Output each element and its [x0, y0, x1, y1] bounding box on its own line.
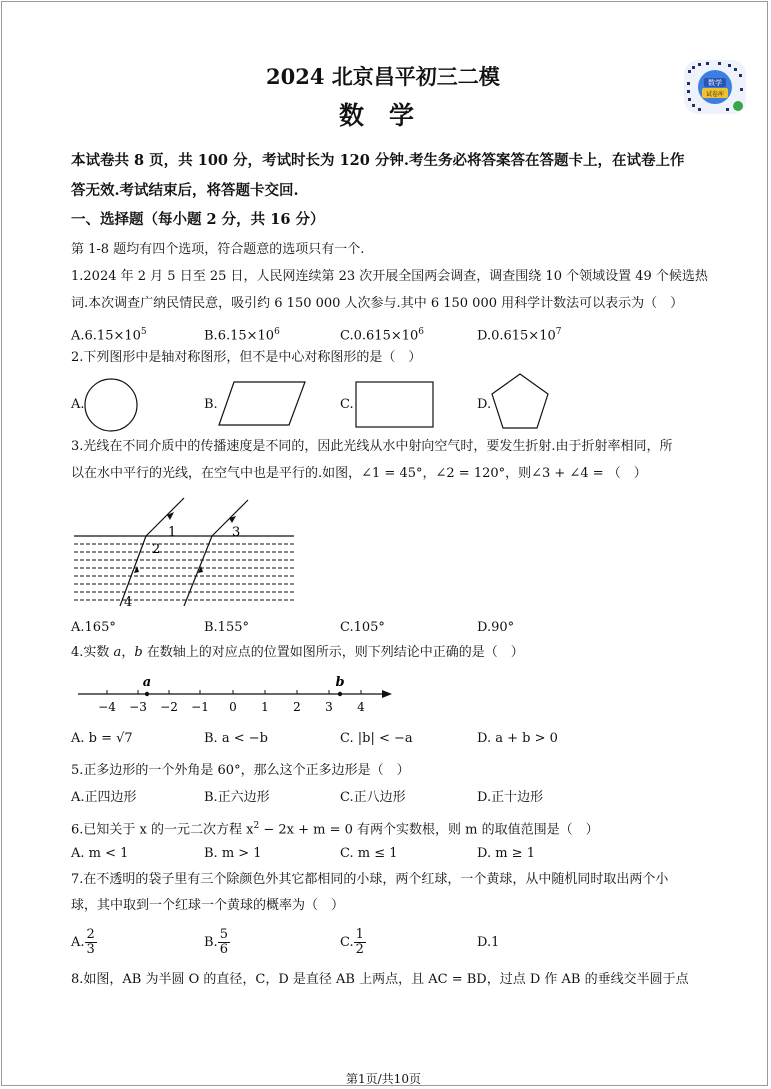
- point-a-label: a: [142, 675, 152, 690]
- q7-line-1: 7.在不透明的袋子里有三个除颜色外其它都相同的小球，两个红球，一个黄球，从中随机同时取出两个小: [71, 872, 669, 887]
- tick-1: 1: [261, 700, 269, 714]
- refraction-figure: [72, 496, 298, 612]
- parallelogram-shape: [218, 380, 308, 428]
- q2-label-a[interactable]: A.: [71, 397, 85, 412]
- page-footer: 第1页/共10页: [346, 1072, 421, 1086]
- q5-text: 5.正多边形的一个外角是 60°，那么这个正多边形是（ ）: [71, 763, 410, 778]
- angle-label-2: 2: [152, 542, 161, 557]
- tick-2: 2: [293, 700, 301, 714]
- q3-line-2: 以在水中平行的光线，在空气中也是平行的.如图，∠1 = 45°，∠2 = 120°，则∠3 + ∠4 = （ ）: [71, 466, 647, 481]
- angle-label-1: 1: [168, 525, 177, 540]
- tick-3: 3: [325, 700, 333, 714]
- q2-label-c[interactable]: C.: [340, 397, 354, 412]
- q6-option-d[interactable]: D. m ≥ 1: [477, 846, 535, 861]
- q7-option-a[interactable]: A. $\frac{2}{3}$: [71, 927, 95, 957]
- q6-option-b[interactable]: B. m > 1: [204, 846, 262, 861]
- point-b: [338, 692, 342, 696]
- q7-option-c[interactable]: C. $\frac{1}{2}$: [340, 927, 364, 957]
- q2-text: 2.下列图形中是轴对称图形，但不是中心对称图形的是（ ）: [71, 350, 422, 365]
- q1-option-b[interactable]: $B.6.15\times 10^6$: [204, 327, 280, 344]
- intro-line-1: 本试卷共 8 页，共 100 分，考试时长为 120 分钟.考生务必将答案答在答题卡上，在试卷上作: [71, 152, 685, 169]
- tick-neg4: −4: [98, 700, 116, 714]
- q2-label-d[interactable]: D.: [477, 397, 492, 412]
- q7-option-b[interactable]: B. $\frac{5}{6}$: [204, 927, 228, 957]
- subject-title: 数 学: [339, 101, 415, 130]
- q4-text: 4.实数 a，b 在数轴上的对应点的位置如图所示，则下列结论中正确的是（ ）: [71, 645, 524, 660]
- tick-neg1: −1: [191, 700, 209, 714]
- q7-line-2: 球，其中取到一个红球一个黄球的概率为（ ）: [71, 898, 345, 913]
- section-note: 第 1-8 题均有四个选项，符合题意的选项只有一个.: [71, 242, 365, 257]
- circle-shape: [83, 378, 141, 432]
- q5-option-d[interactable]: D.正十边形: [477, 790, 544, 805]
- tick-0: 0: [229, 700, 237, 714]
- intro-line-2: 答无效.考试结束后，将答题卡交回.: [71, 182, 299, 199]
- q5-option-a[interactable]: A.正四边形: [71, 790, 137, 805]
- point-b-label: b: [335, 675, 345, 690]
- q1-option-a[interactable]: $A.6.15\times 10^5$: [71, 327, 147, 344]
- q3-line-1: 3.光线在不同介质中的传播速度是不同的，因此光线从水中射向空气时，要发生折射.由于折射率相同，所: [71, 439, 673, 454]
- q4-option-a[interactable]: A. b = √7: [71, 731, 133, 746]
- q3-option-b[interactable]: B.155°: [204, 620, 249, 635]
- q5-option-c[interactable]: C.正八边形: [340, 790, 406, 805]
- q7-option-d[interactable]: D.1: [477, 935, 500, 950]
- logo-text-1: 数学: [708, 79, 722, 87]
- tick-4: 4: [357, 700, 365, 714]
- q5-option-b[interactable]: B.正六边形: [204, 790, 270, 805]
- q8-line-1: 8.如图，AB 为半圆 O 的直径，C，D 是直径 AB 上两点，且 AC = BD，过点 D 作 AB 的垂线交半圆于点: [71, 972, 689, 987]
- q4-option-d[interactable]: D. a + b > 0: [477, 731, 558, 746]
- q6-option-c[interactable]: C. m ≤ 1: [340, 846, 398, 861]
- q4-option-b[interactable]: B. a < −b: [204, 731, 268, 746]
- q4-option-c[interactable]: C. |b| < −a: [340, 731, 413, 746]
- q3-option-d[interactable]: D.90°: [477, 620, 515, 635]
- point-a: [145, 692, 149, 696]
- angle-label-3: 3: [232, 525, 241, 540]
- tick-neg2: −2: [160, 700, 178, 714]
- q1-line-1: 1.2024 年 2 月 5 日至 25 日，人民网连续第 23 次开展全国两会调查，调查围绕 10 个领域设置 49 个候选热: [71, 269, 708, 284]
- number-line: [76, 674, 396, 716]
- rectangle-shape: [354, 380, 436, 430]
- qr-logo-icon[interactable]: [682, 58, 748, 116]
- q3-option-c[interactable]: C.105°: [340, 620, 385, 635]
- logo-text-2: 试卷库: [705, 91, 725, 98]
- q1-line-2: 词.本次调查广纳民情民意，吸引约 6 150 000 人次参与.其中 6 150 000 用科学计数法可以表示为（ ）: [71, 296, 684, 311]
- q1-option-d[interactable]: $D.0.615\times 10^7$: [477, 327, 562, 344]
- q6-text: 6.已知关于 x 的一元二次方程 $x^2 - 2x + m = 0$ 有两个实数根，则 m 的取值范围是（ ）: [71, 821, 599, 838]
- pentagon-shape: [489, 372, 551, 432]
- tick-neg3: −3: [129, 700, 147, 714]
- exam-title: 2024 北京昌平初三二模: [266, 64, 500, 89]
- angle-label-4: 4: [124, 595, 133, 610]
- q1-option-c[interactable]: $C.0.615\times 10^6$: [340, 327, 425, 344]
- q3-option-a[interactable]: A.165°: [71, 620, 116, 635]
- q6-option-a[interactable]: A. m < 1: [71, 846, 129, 861]
- section-heading: 一、选择题（每小题 2 分，共 16 分）: [71, 211, 325, 228]
- q2-label-b[interactable]: B.: [204, 397, 218, 412]
